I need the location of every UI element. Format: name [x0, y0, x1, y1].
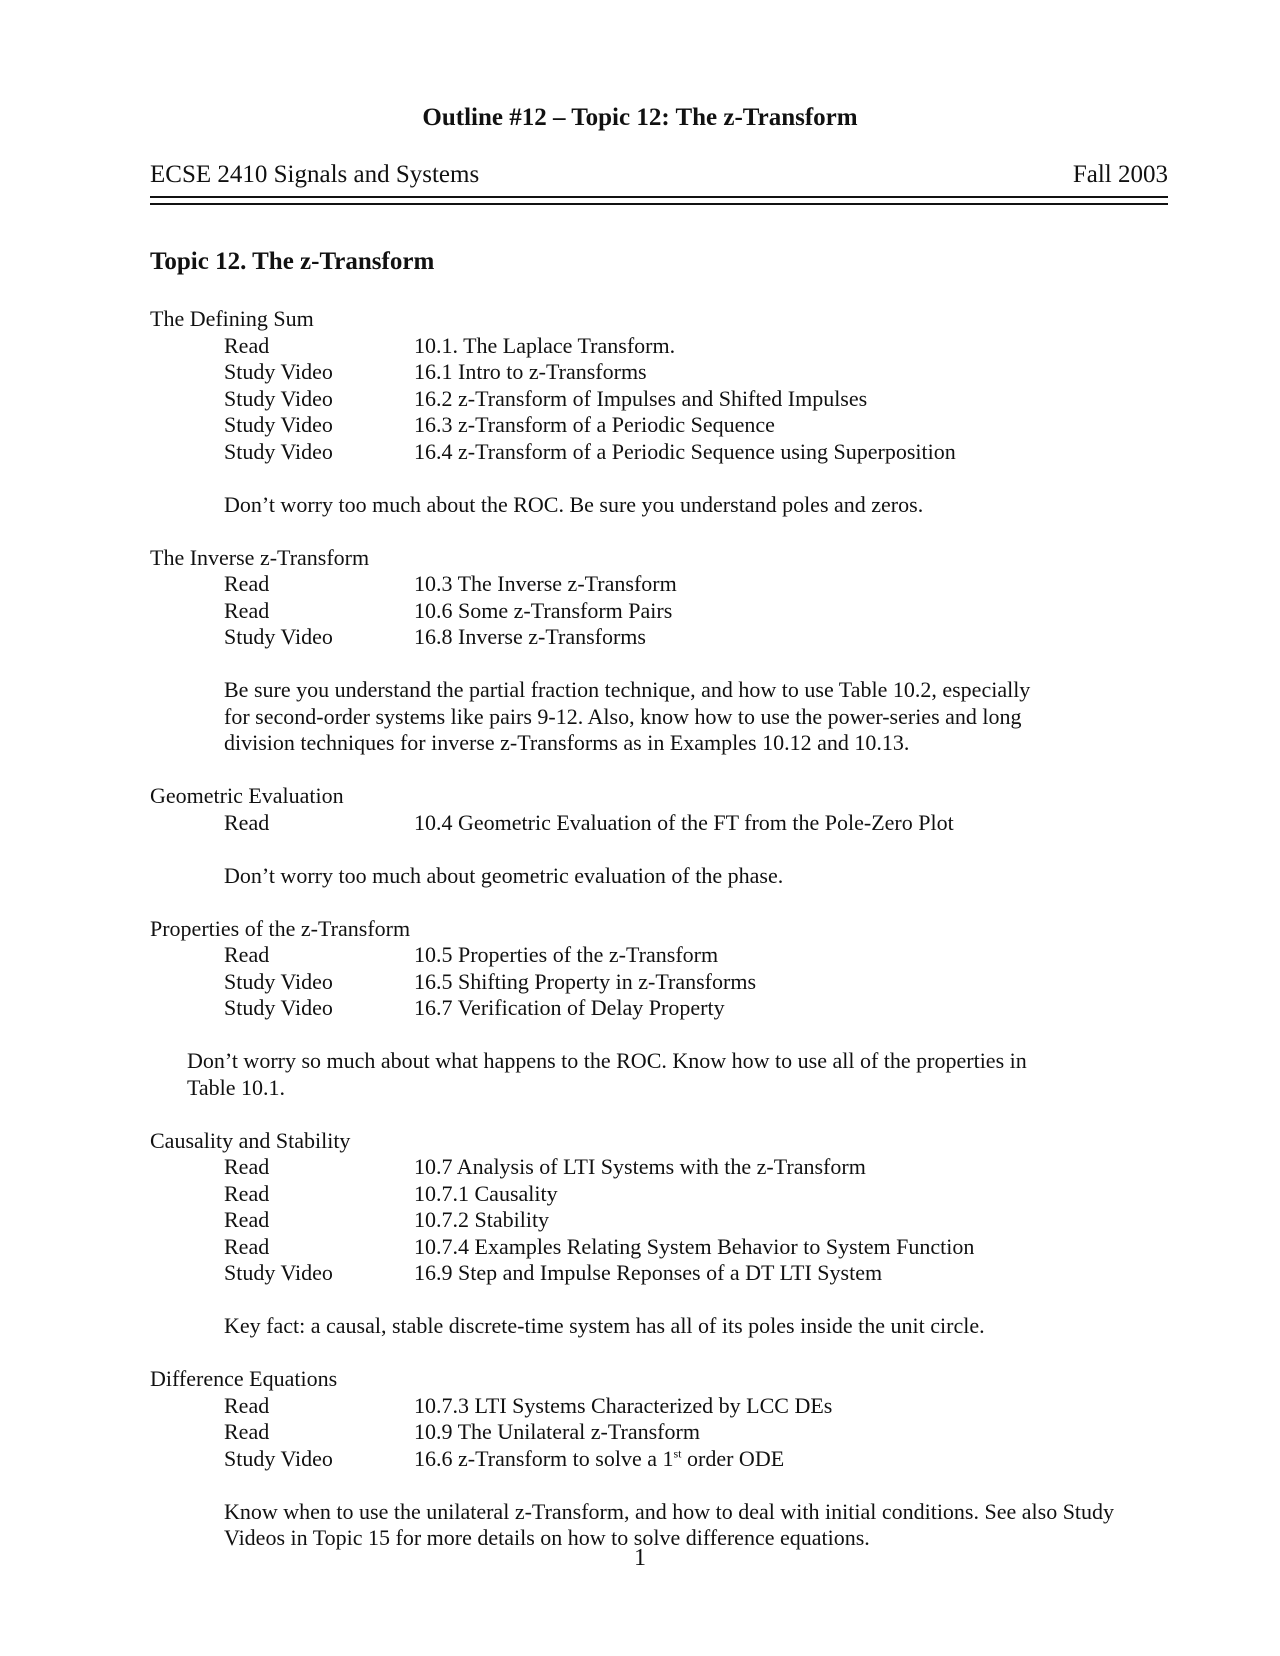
list-item [224, 810, 1190, 837]
item-ref: 10.7 Analysis of LTI Systems with the z-Transform [414, 1154, 866, 1179]
item-ref: 10.7.1 Causality [414, 1180, 558, 1206]
note-line: Know when to use the unilateral z-Transform, and how to deal with initial conditions. See also Study [224, 1498, 1115, 1524]
note-line: Videos in Topic 15 for more details on how to solve difference equations. [224, 1525, 870, 1550]
list-item [224, 995, 1190, 1022]
list-item [224, 1154, 1190, 1181]
list-item [224, 942, 1190, 969]
list-item [224, 1207, 1190, 1234]
section-causality-stability [150, 1128, 1190, 1340]
section-note [224, 1313, 1190, 1340]
item-kind: Study Video [224, 968, 333, 994]
list-item [224, 598, 1190, 625]
note-line: Don’t worry too much about geometric evaluation of the phase. [224, 862, 784, 888]
item-ref: 10.6 Some z-Transform Pairs [414, 597, 673, 623]
list-item [224, 1260, 1190, 1287]
item-kind: Study Video [224, 624, 333, 649]
section-title: Difference Equations [150, 1366, 338, 1391]
item-ref: 10.9 The Unilateral z-Transform [414, 1419, 700, 1444]
list-item [224, 412, 1190, 439]
item-ref: 10.3 The Inverse z-Transform [414, 571, 677, 596]
item-kind: Study Video [224, 1260, 333, 1285]
note-line: Don’t worry too much about the ROC. Be sure you understand poles and zeros. [224, 491, 924, 517]
item-ref: 16.2 z-Transform of Impulses and Shifted Impulses [414, 385, 868, 411]
list-item [224, 1419, 1190, 1446]
list-item [224, 1393, 1190, 1420]
item-ref: 10.7.3 LTI Systems Characterized by LCC DEs [414, 1392, 833, 1418]
course-name: ECSE 2410 Signals and Systems [150, 161, 480, 188]
list-item [224, 439, 1190, 466]
section-note [224, 492, 1190, 519]
item-ref: 10.7.2 Stability [414, 1207, 550, 1232]
section-title: Properties of the z-Transform [150, 915, 411, 941]
item-ref: 16.8 Inverse z-Transforms [414, 624, 646, 649]
item-kind: Study Video [224, 995, 333, 1020]
item-kind: Study Video [224, 438, 333, 464]
item-kind: Read [224, 1392, 270, 1418]
item-kind: Study Video [224, 412, 333, 437]
course-header [150, 161, 1168, 189]
section-note [187, 1048, 1190, 1101]
section-defining-sum [150, 306, 1190, 518]
section-note [224, 1499, 1190, 1552]
list-item [224, 359, 1190, 386]
section-difference-equations [150, 1366, 1190, 1552]
item-ref-text: order ODE [681, 1445, 785, 1471]
list-item [224, 1234, 1190, 1261]
item-ref: 16.9 Step and Impulse Reponses of a DT LTI System [414, 1260, 883, 1285]
list-item [224, 386, 1190, 413]
item-kind: Read [224, 332, 270, 358]
item-ref: 16.7 Verification of Delay Property [414, 995, 725, 1020]
item-ref: 10.1. The Laplace Transform. [414, 332, 676, 358]
term-label: Fall 2003 [1072, 161, 1168, 188]
section-title: The Inverse z-Transform [150, 544, 370, 570]
page-number: 1 [634, 1545, 646, 1571]
item-kind: Read [224, 597, 270, 623]
note-line: Be sure you understand the partial fraction technique, and how to use Table 10.2, especially [224, 677, 1031, 702]
document-title: Outline #12 – Topic 12: The z-Transform [422, 104, 858, 131]
header-rule-bottom [150, 203, 1168, 205]
item-ref: 16.1 Intro to z-Transforms [414, 359, 647, 384]
note-line: Don’t worry so much about what happens to the ROC. Know how to use all of the properties in [187, 1048, 1027, 1073]
ordinal-superscript: st [673, 1446, 682, 1461]
section-title: Geometric Evaluation [150, 783, 344, 808]
list-item [224, 1181, 1190, 1208]
item-kind: Read [224, 1154, 270, 1179]
item-ref [414, 1446, 1190, 1473]
note-line: Key fact: a causal, stable discrete-time system has all of its poles inside the unit circle. [224, 1313, 985, 1338]
list-item [224, 1446, 1190, 1473]
section-note [224, 677, 1190, 757]
item-kind: Study Video [224, 385, 333, 411]
item-ref: 16.5 Shifting Property in z-Transforms [414, 968, 757, 994]
note-line: for second-order systems like pairs 9-12. Also, know how to use the power-series and long [224, 703, 1022, 729]
list-item [224, 571, 1190, 598]
list-item [224, 333, 1190, 360]
header-rule-top [150, 196, 1168, 198]
item-ref-text: 16.6 z-Transform to solve a 1 [414, 1445, 674, 1471]
section-inverse-z-transform [150, 545, 1190, 757]
item-kind: Read [224, 809, 270, 835]
note-line: Table 10.1. [187, 1074, 286, 1100]
item-kind: Read [224, 1180, 270, 1206]
item-kind: Read [224, 1233, 270, 1259]
topic-heading: Topic 12. The z-Transform [150, 248, 435, 275]
section-title: The Defining Sum [150, 306, 314, 331]
item-kind: Read [224, 1419, 270, 1444]
item-ref: 10.5 Properties of the z-Transform [414, 942, 719, 967]
section-note [224, 863, 1190, 890]
item-kind: Study Video [224, 1445, 333, 1471]
section-geometric-evaluation [150, 783, 1190, 889]
item-ref: 16.4 z-Transform of a Periodic Sequence using Superposition [414, 438, 956, 464]
item-ref: 10.4 Geometric Evaluation of the FT from the Pole-Zero Plot [414, 809, 954, 835]
section-title: Causality and Stability [150, 1127, 351, 1153]
item-kind: Study Video [224, 359, 333, 384]
item-ref: 16.3 z-Transform of a Periodic Sequence [414, 412, 775, 437]
item-ref: 10.7.4 Examples Relating System Behavior to System Function [414, 1233, 975, 1259]
list-item [224, 624, 1190, 651]
list-item [224, 969, 1190, 996]
item-kind: Read [224, 942, 270, 967]
item-kind: Read [224, 1207, 270, 1232]
section-properties [150, 916, 1190, 1102]
note-line: division techniques for inverse z-Transforms as in Examples 10.12 and 10.13. [224, 730, 910, 755]
outline-body [150, 306, 1190, 1552]
item-kind: Read [224, 571, 270, 596]
